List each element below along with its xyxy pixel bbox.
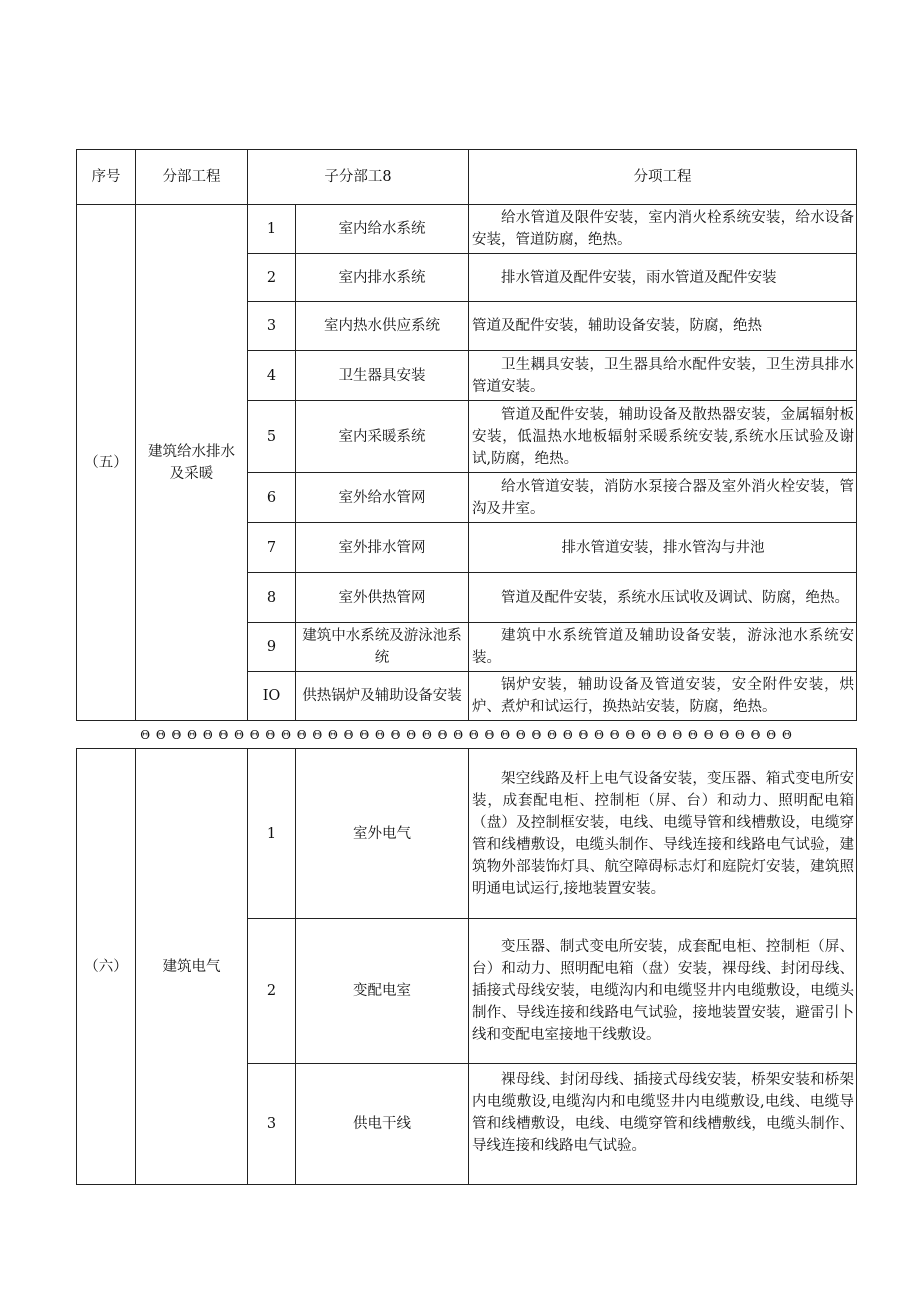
row-name: 室内排水系统	[296, 254, 469, 302]
row-no: 5	[248, 401, 296, 473]
table-row	[77, 749, 857, 919]
section5-division	[136, 205, 248, 721]
row-name: 供热锅炉及辅助设备安装	[296, 672, 469, 721]
row-desc-text: 裸母线、封闭母线、插接式母线安装，桥架安装和桥架内电缆敷设,电缆沟内和电缆竖井内电缆敷设,电线、电缆导管和线槽敷设，电线、电缆穿管和线槽敷线，电缆头制作、导线连接和线路电气试验。	[472, 1072, 855, 1154]
row-desc	[469, 919, 857, 1064]
row-desc	[469, 672, 857, 721]
row-desc-text: 锅炉安装，辅助设备及管道安装，安全附件安装，烘炉、煮炉和试运行，换热站安装，防腐，绝热。	[472, 677, 855, 715]
section6-division: 建筑电气	[136, 749, 248, 1185]
row-name: 室外排水管网	[296, 523, 469, 573]
row-desc	[469, 1064, 857, 1185]
row-name: 室外电气	[296, 749, 469, 919]
header-item: 分项工程	[469, 150, 857, 205]
separator-row	[77, 721, 857, 749]
row-desc	[469, 351, 857, 401]
row-no: IO	[248, 672, 296, 721]
row-no: 2	[248, 919, 296, 1064]
row-desc	[469, 749, 857, 919]
row-desc-text: 卫生耦具安装，卫生器具给水配件安装，卫生涝具排水管道安装。	[472, 356, 855, 395]
row-desc-text: 排水管道安装，排水管沟与井池	[561, 539, 765, 556]
engineering-division-table-page	[76, 149, 856, 1203]
row-no: 6	[248, 473, 296, 523]
row-desc	[469, 473, 857, 523]
row-no: 1	[248, 205, 296, 254]
row-desc-text: 管道及配件安装，辅助设备安装，防腐，绝热	[472, 318, 763, 334]
row-name: 室内热水供应系统	[296, 302, 469, 351]
row-no: 4	[248, 351, 296, 401]
row-desc	[469, 623, 857, 672]
section6-seq: （六）	[77, 749, 136, 1185]
header-subdivision: 子分部工8	[248, 150, 469, 205]
row-desc	[469, 254, 857, 302]
row-name: 变配电室	[296, 919, 469, 1064]
row-desc-text: 给水管道及限件安装，室内消火栓系统安装，给水设备安装，管道防腐，绝热。	[472, 210, 855, 248]
row-name: 室内采暖系统	[296, 401, 469, 473]
section5-division-label: 建筑给水排水及采暖	[148, 443, 235, 482]
row-desc-text: 架空线路及杆上电气设备安装，变压器、箱式变电所安装，成套配电柜、控制柜（屏、台）和动力、照明配电箱（盘）及控制框安装，电线、电缆导管和线槽敷设，电缆穿管和线槽敷设，电缆头制作、导线连接和线路电气试验，建筑物外部装饰灯具、航空障碍标志灯和庭院灯安装，建筑照明通电试运行,接地装置安装。	[472, 770, 855, 897]
section5-seq: （五）	[77, 205, 136, 721]
row-no: 3	[248, 1064, 296, 1185]
row-desc	[469, 573, 857, 623]
row-no: 7	[248, 523, 296, 573]
row-name: 卫生器具安装	[296, 351, 469, 401]
row-no: 1	[248, 749, 296, 919]
row-desc	[469, 302, 857, 351]
row-name: 建筑中水系统及游泳池系统	[296, 623, 469, 672]
row-desc-text: 建筑中水系统管道及辅助设备安装，游泳池水系统安装。	[472, 628, 855, 666]
row-no: 3	[248, 302, 296, 351]
row-desc-text: 变压器、制式变电所安装，成套配电柜、控制柜（屏、台）和动力、照明配电箱（盘）安装，裸母线、封闭母线、插接式母线安装，电缆沟内和电缆竖井内电缆敷设，电缆头制作、导线连接和线路电气试验，接地装置安装，避雷引卜线和变配电室接地干线敷设。	[472, 939, 855, 1043]
row-desc-text: 管道及配件安装，系统水压试收及调试、防腐，绝热。	[501, 589, 850, 606]
separator-glyphs: Θ Θ Θ Θ Θ Θ Θ Θ Θ Θ Θ Θ Θ Θ Θ Θ Θ Θ Θ Θ Θ Θ Θ Θ Θ Θ Θ Θ Θ Θ Θ Θ Θ Θ Θ Θ Θ Θ Θ Θ Θ Θ	[77, 721, 857, 749]
row-desc	[469, 205, 857, 254]
header-division: 分部工程	[136, 150, 248, 205]
row-no: 8	[248, 573, 296, 623]
row-no: 2	[248, 254, 296, 302]
row-name: 室外给水管网	[296, 473, 469, 523]
table-row	[77, 205, 857, 254]
row-desc-text: 排水管道及配件安装，雨水管道及配件安装	[501, 269, 777, 286]
header-seq: 序号	[77, 150, 136, 205]
division-table	[76, 149, 857, 1185]
row-desc-text: 给水管道安装，消防水泵接合器及室外消火栓安装，管沟及井室。	[472, 478, 855, 517]
row-no: 9	[248, 623, 296, 672]
row-desc-text: 管道及配件安装，辅助设备及散热器安装，金属辐射板安装，低温热水地板辐射采暖系统安装,系统水压试验及谢试,防腐，绝热。	[472, 406, 855, 467]
table-header-row	[77, 150, 857, 205]
row-name: 室内给水系统	[296, 205, 469, 254]
row-desc	[469, 523, 857, 573]
row-name: 室外供热管网	[296, 573, 469, 623]
row-name: 供电干线	[296, 1064, 469, 1185]
row-desc	[469, 401, 857, 473]
